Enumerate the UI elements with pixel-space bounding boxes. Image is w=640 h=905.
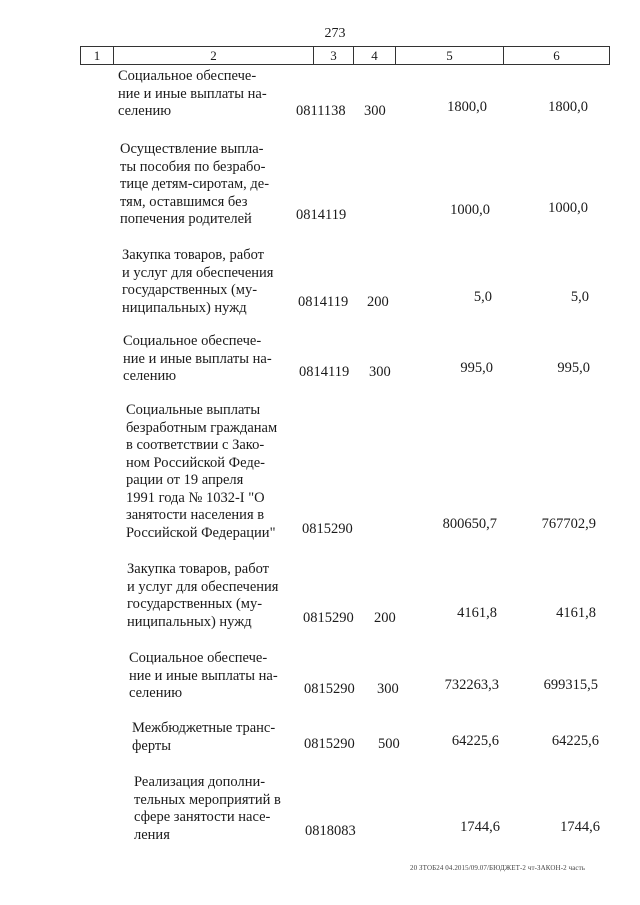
- row-kind: 300: [369, 364, 391, 380]
- description-line: занятости населения в: [126, 507, 265, 523]
- row-value-col6: 1000,0: [548, 200, 588, 216]
- description-line: сфере занятости насе-: [134, 809, 271, 825]
- description-line: тям, оставшимся без: [120, 193, 248, 210]
- row-description: [127, 561, 287, 631]
- row-description: [129, 650, 289, 703]
- page-number: 273: [324, 26, 346, 41]
- description-line: селению: [118, 103, 172, 119]
- description-line: безработным гражданам: [126, 419, 278, 436]
- description-line: Закупка товаров, работ: [122, 247, 264, 263]
- row-value-col6: 1800,0: [548, 99, 588, 115]
- row-value-col6: 5,0: [570, 289, 589, 305]
- description-line: в соответствии с Зако-: [126, 437, 265, 453]
- row-kind: 200: [374, 610, 396, 626]
- description-line: Социальное обеспече-: [118, 68, 257, 84]
- row-code: 0815290: [304, 681, 355, 697]
- description-line: селению: [129, 685, 183, 701]
- description-line: ном Российской Феде-: [126, 454, 265, 471]
- row-kind: 300: [364, 103, 386, 119]
- header-col-6: 6: [553, 48, 560, 63]
- row-value-col5: 5,0: [473, 289, 492, 305]
- description-line: попечения родителей: [120, 211, 252, 227]
- row-description: [134, 774, 290, 844]
- header-col-4: 4: [354, 47, 396, 64]
- description-line: ние и иные выплаты на-: [129, 667, 278, 684]
- description-line: Межбюджетные транс-: [132, 720, 276, 736]
- row-value-col5: 4161,8: [457, 605, 497, 621]
- row-value-col5: 732263,3: [444, 677, 499, 693]
- description-line: ниципальных) нужд: [127, 613, 252, 630]
- row-value-col6: 4161,8: [556, 605, 596, 621]
- description-line: Закупка товаров, работ: [127, 561, 269, 577]
- row-code: 0815290: [304, 736, 355, 752]
- row-value-col5: 1744,6: [460, 819, 500, 835]
- description-line: Осуществление выпла-: [120, 141, 264, 157]
- description-line: Реализация дополни-: [134, 774, 266, 790]
- row-value-col5: 800650,7: [442, 516, 497, 532]
- description-line: тельных мероприятий в: [134, 791, 281, 808]
- description-line: ферты: [132, 737, 171, 754]
- description-line: ты пособия по безрабо-: [120, 158, 266, 175]
- row-kind: 500: [378, 736, 400, 752]
- description-line: Социальное обеспече-: [123, 333, 262, 349]
- row-code: 0811138: [296, 103, 346, 119]
- description-line: государственных (му-: [122, 282, 258, 298]
- description-line: Социальные выплаты: [126, 402, 261, 418]
- row-kind: 300: [377, 681, 399, 697]
- row-value-col6: 767702,9: [541, 516, 596, 532]
- row-description: [118, 68, 288, 121]
- row-description: [122, 247, 291, 317]
- row-code: 0815290: [303, 610, 354, 626]
- description-line: тице детям-сиротам, де-: [120, 176, 270, 192]
- description-line: и услуг для обеспечения: [127, 578, 279, 595]
- header-col-5: 5: [396, 47, 504, 64]
- row-value-col6: 995,0: [557, 360, 590, 376]
- row-value-col5: 64225,6: [451, 733, 499, 749]
- row-value-col5: 1000,0: [450, 202, 490, 218]
- header-col-1: 1: [81, 47, 114, 64]
- row-description: [126, 402, 283, 542]
- row-value-col6: 1744,6: [560, 819, 600, 835]
- description-line: селению: [123, 368, 177, 384]
- description-line: ние и иные выплаты на-: [123, 350, 272, 367]
- header-col-2: 2: [114, 47, 314, 64]
- description-line: государственных (му-: [127, 596, 263, 612]
- row-code: 0814119: [298, 294, 349, 310]
- row-description: [132, 720, 291, 755]
- header-col-3: 3: [314, 47, 354, 64]
- description-line: рации от 19 апреля: [126, 472, 244, 488]
- description-line: и услуг для обеспечения: [122, 264, 274, 281]
- table-header-row: [80, 46, 610, 65]
- row-value-col6: 64225,6: [551, 733, 599, 749]
- description-line: ниципальных) нужд: [122, 299, 247, 316]
- row-code: 0814119: [299, 364, 350, 380]
- row-code: 0815290: [302, 521, 353, 537]
- row-description: [123, 333, 293, 386]
- description-line: ления: [134, 826, 170, 843]
- row-description: [120, 141, 290, 229]
- row-value-col5: 1800,0: [447, 99, 487, 115]
- row-value-col6: 699315,5: [543, 677, 598, 693]
- description-line: Социальное обеспече-: [129, 650, 268, 666]
- description-line: Российской Федерации": [126, 524, 276, 541]
- row-code: 0814119: [296, 207, 347, 223]
- description-line: ние и иные выплаты на-: [118, 85, 267, 102]
- document-footer: 20 ЗТОБ24 04.2015/09.07/БЮДЖЕТ-2 чт-ЗАКОН-2 часть: [410, 864, 586, 872]
- row-kind: 200: [367, 294, 389, 310]
- row-code: 0818083: [305, 823, 356, 839]
- row-value-col5: 995,0: [460, 360, 493, 376]
- description-line: 1991 года № 1032-I "О: [126, 489, 265, 506]
